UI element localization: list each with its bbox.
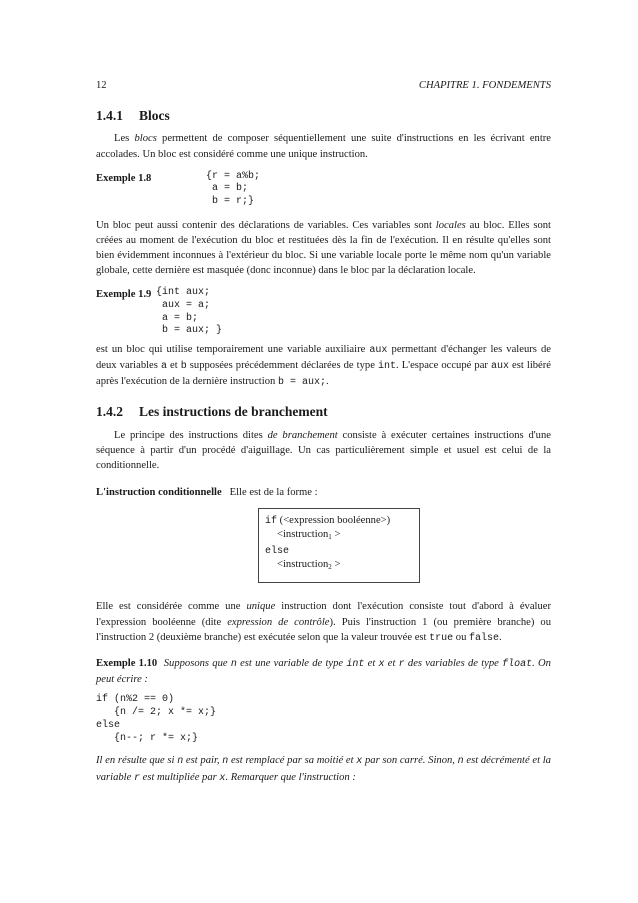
conditional-syntax-box: if (<expression booléenne>) <instruction$_1$ > else <instruction$_2$ > — [258, 508, 420, 583]
conditional-label: L'instruction conditionnelle — [96, 487, 222, 499]
section-number: 1.4.2 — [96, 404, 123, 420]
paragraph-branching-intro: Le principe des instructions dites de branchement consiste à exécuter certaines instructions d'une séquence à partir d'un procédé d'aiguillage. Un cas particulièrement simple et usuel est celui de la conditionnelle. — [96, 429, 551, 471]
code-block: {int aux; aux = a; a = b; b = aux; } — [156, 287, 223, 337]
paragraph-example-conclusion: Il en résulte que si n est pair, n est remplacé par sa moitié et x par son carré. Sinon, n est décrémenté et la variable r est multipliée par x. Remarquer que l'instruction : — [96, 755, 551, 784]
example-1-9 — [96, 287, 551, 337]
paragraph-local-variables: Un bloc peut aussi contenir des déclarations de variables. Ces variables sont locales au bloc. Elles sont créées au moment de l'exécution du bloc et restituées dès la fin de l'exécution. Il en résulte qu'elles sont bien évidemment inconnues à l'extérieur du bloc. Si une variable locale porte le même nom qu'un variable globale, cette dernière est masquée (donc inconnue) dans le bloc par la déclaration locale. — [96, 219, 551, 277]
section-number: 1.4.1 — [96, 108, 123, 124]
code-block: {r = a%b; a = b; b = r;} — [206, 170, 261, 207]
example-1-8 — [96, 171, 551, 209]
example-label: Exemple 1.9 — [96, 289, 152, 301]
chapter-title: CHAPITRE 1. FONDEMENTS — [418, 80, 551, 91]
section-heading-1-4-2 — [96, 404, 551, 419]
page — [96, 78, 551, 786]
code-block-if-else: if (n%2 == 0) {n /= 2; x *= x;} else {n--; r *= x;} — [96, 694, 217, 745]
section-title: Blocs — [139, 108, 170, 124]
example-label: Exemple 1.8 — [96, 172, 152, 184]
example-label: Exemple 1.10 — [96, 658, 158, 670]
page-number: 12 — [96, 80, 107, 91]
running-header — [96, 78, 551, 93]
paragraph-aux-explanation: est un bloc qui utilise temporairement une variable auxiliaire aux permettant d'échanger les valeurs de deux variables a et b supposées précédemment déclarées de type int. L'espace occupé par aux est libéré après l'exécution de la dernière instruction b = aux;. — [96, 343, 552, 389]
paragraph-blocs-intro: Les blocs permettent de composer séquentiellement une suite d'instructions en les écrivant entre accolades. Un bloc est considéré comme une unique instruction. — [96, 133, 551, 160]
paragraph-conditional-explanation: Elle est considérée comme une unique instruction dont l'exécution consiste tout d'abord à évaluer l'expression booléenne (dite expression de contrôle). Puis l'instruction 1 (ou première branche) ou l'instruction 2 (deuxième branche) est exécutée selon que la valeur trouvée est true ou false. — [96, 601, 551, 644]
section-title: Les instructions de branchement — [139, 404, 328, 420]
conditional-intro: L'instruction conditionnelle Elle est de la forme : — [96, 487, 318, 499]
section-heading-1-4-1 — [96, 108, 551, 123]
example-1-10: Exemple 1.10 Supposons que n est une variable de type int et x et r des variables de type float. On peut écrire : — [96, 658, 551, 686]
